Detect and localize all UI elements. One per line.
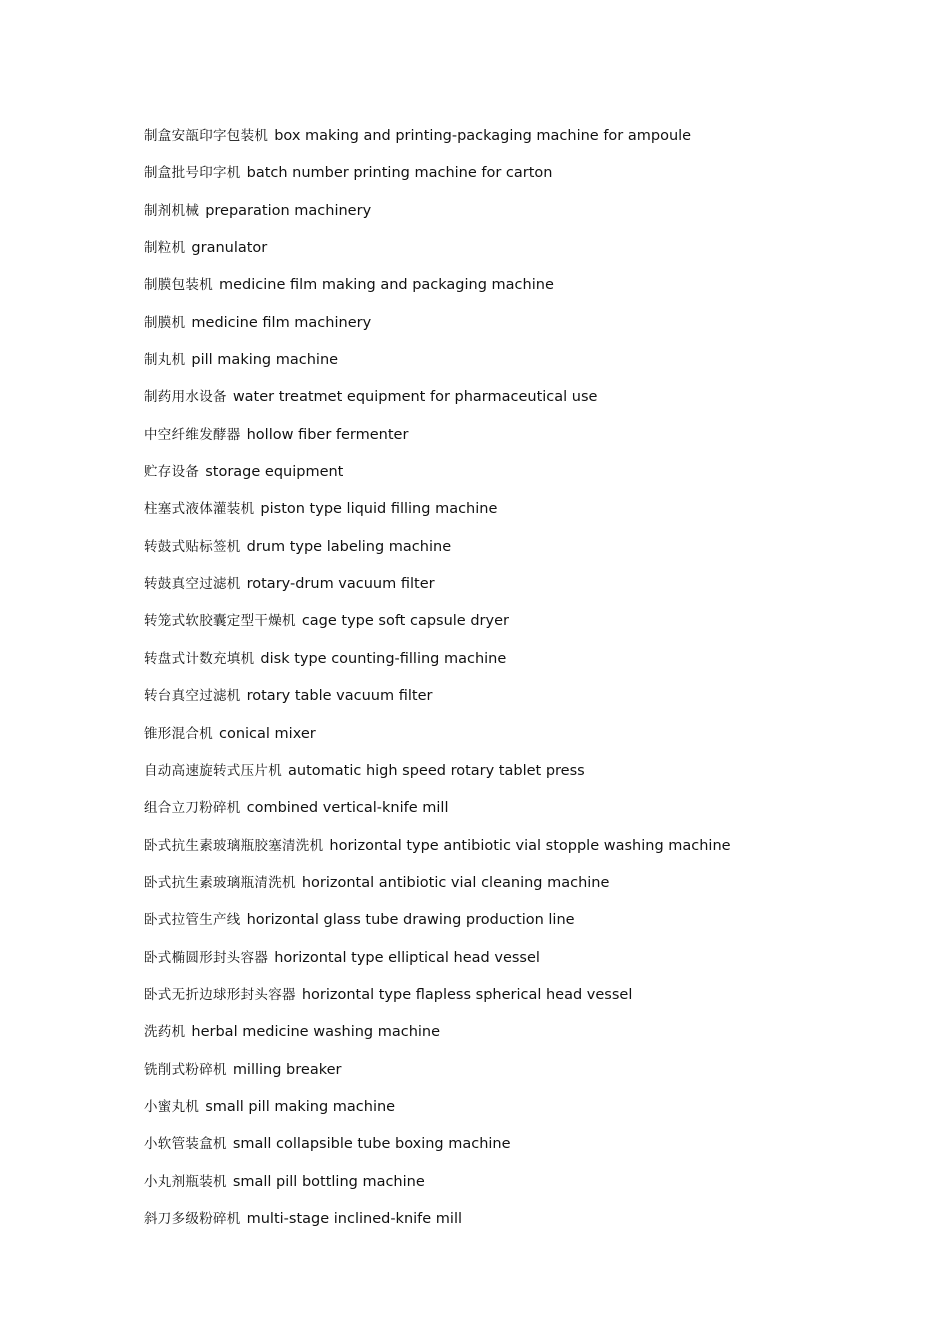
term-english: pill making machine	[191, 352, 339, 369]
glossary-entry	[144, 873, 924, 910]
term-english: rotary table vacuum filter	[246, 688, 433, 705]
term-chinese: 转笼式软胶囊定型干燥机	[144, 613, 296, 630]
term-chinese: 自动高速旋转式压片机	[144, 762, 282, 779]
term-english: automatic high speed rotary tablet press	[288, 762, 585, 779]
term-chinese: 铣削式粉碎机	[144, 1061, 227, 1078]
term-chinese: 小蜜丸机	[144, 1098, 200, 1115]
term-chinese: 转台真空过滤机	[144, 688, 241, 705]
term-english: milling breaker	[232, 1061, 342, 1078]
term-english: horizontal type elliptical head vessel	[274, 949, 540, 966]
term-chinese: 小丸剂瓶装机	[144, 1173, 227, 1190]
term-chinese: 小软管装盒机	[144, 1136, 227, 1153]
glossary-entry	[144, 686, 924, 723]
glossary-entry	[144, 387, 924, 424]
term-chinese: 卧式无折边球形封头容器	[144, 986, 296, 1003]
glossary-entry	[144, 948, 924, 985]
glossary-list	[144, 126, 924, 1246]
term-english: horizontal antibiotic vial cleaning machine	[301, 874, 610, 891]
term-chinese: 制丸机	[144, 352, 186, 369]
glossary-entry	[144, 462, 924, 499]
glossary-entry	[144, 425, 924, 462]
term-chinese: 制药用水设备	[144, 389, 227, 406]
term-english: piston type liquid filling machine	[260, 501, 498, 518]
term-english: combined vertical-knife mill	[246, 800, 449, 817]
term-english: granulator	[191, 240, 268, 257]
glossary-entry	[144, 537, 924, 574]
term-chinese: 卧式椭圆形封头容器	[144, 949, 269, 966]
glossary-entry	[144, 126, 924, 163]
term-chinese: 转鼓式贴标签机	[144, 538, 241, 555]
glossary-entry	[144, 238, 924, 275]
glossary-entry	[144, 201, 924, 238]
glossary-entry	[144, 649, 924, 686]
term-chinese: 制盒安瓿印字包装机	[144, 128, 269, 144]
term-chinese: 斜刀多级粉碎机	[144, 1210, 241, 1227]
term-english: small pill bottling machine	[232, 1173, 425, 1190]
term-english: preparation machinery	[205, 202, 372, 219]
glossary-entry	[144, 611, 924, 648]
term-english: multi-stage inclined-knife mill	[246, 1210, 463, 1227]
term-english: batch number printing machine for carton	[246, 165, 553, 182]
term-chinese: 转盘式计数充填机	[144, 650, 255, 667]
term-chinese: 卧式抗生素玻璃瓶胶塞清洗机	[144, 837, 324, 854]
term-english: disk type counting-filling machine	[260, 650, 507, 667]
glossary-entry	[144, 1060, 924, 1097]
glossary-entry	[144, 275, 924, 312]
term-chinese: 制盒批号印字机	[144, 165, 241, 182]
term-chinese: 组合立刀粉碎机	[144, 800, 241, 817]
term-english: horizontal glass tube drawing production line	[246, 912, 575, 929]
glossary-entry	[144, 313, 924, 350]
term-english: rotary-drum vacuum filter	[246, 576, 435, 593]
term-english: herbal medicine washing machine	[191, 1024, 441, 1041]
glossary-entry	[144, 836, 924, 873]
glossary-entry	[144, 1022, 924, 1059]
term-chinese: 制粒机	[144, 240, 186, 257]
glossary-entry	[144, 910, 924, 947]
glossary-entry	[144, 1209, 924, 1246]
term-english: cage type soft capsule dryer	[301, 613, 509, 630]
term-english: drum type labeling machine	[246, 538, 452, 555]
glossary-entry	[144, 724, 924, 761]
term-chinese: 中空纤维发酵器	[144, 426, 241, 443]
term-english: hollow fiber fermenter	[246, 426, 409, 443]
term-chinese: 制膜机	[144, 314, 186, 331]
term-english: medicine film machinery	[191, 314, 372, 331]
term-chinese: 制剂机械	[144, 202, 200, 219]
term-english: horizontal type antibiotic vial stopple washing machine	[329, 837, 731, 854]
term-chinese: 贮存设备	[144, 464, 200, 481]
term-chinese: 制膜包装机	[144, 277, 213, 294]
term-english: small collapsible tube boxing machine	[232, 1136, 511, 1153]
term-english: storage equipment	[205, 464, 344, 481]
term-chinese: 锥形混合机	[144, 725, 213, 742]
term-english: water treatmet equipment for pharmaceutical use	[232, 389, 598, 406]
term-chinese: 卧式拉管生产线	[144, 912, 241, 929]
glossary-entry	[144, 574, 924, 611]
term-english: conical mixer	[219, 725, 316, 742]
glossary-entry	[144, 1134, 924, 1171]
glossary-entry	[144, 163, 924, 200]
term-chinese: 柱塞式液体灌装机	[144, 501, 255, 518]
term-chinese: 洗药机	[144, 1024, 186, 1041]
term-english: box making and printing-packaging machine for ampoule	[274, 128, 692, 144]
term-english: small pill making machine	[205, 1098, 396, 1115]
term-chinese: 转鼓真空过滤机	[144, 576, 241, 593]
glossary-entry	[144, 499, 924, 536]
term-english: medicine film making and packaging machine	[219, 277, 554, 294]
term-english: horizontal type flapless spherical head vessel	[301, 986, 633, 1003]
glossary-entry	[144, 350, 924, 387]
glossary-entry	[144, 985, 924, 1022]
glossary-entry	[144, 798, 924, 835]
glossary-entry	[144, 1097, 924, 1134]
term-chinese: 卧式抗生素玻璃瓶清洗机	[144, 874, 296, 891]
glossary-entry	[144, 761, 924, 798]
glossary-entry	[144, 1172, 924, 1209]
